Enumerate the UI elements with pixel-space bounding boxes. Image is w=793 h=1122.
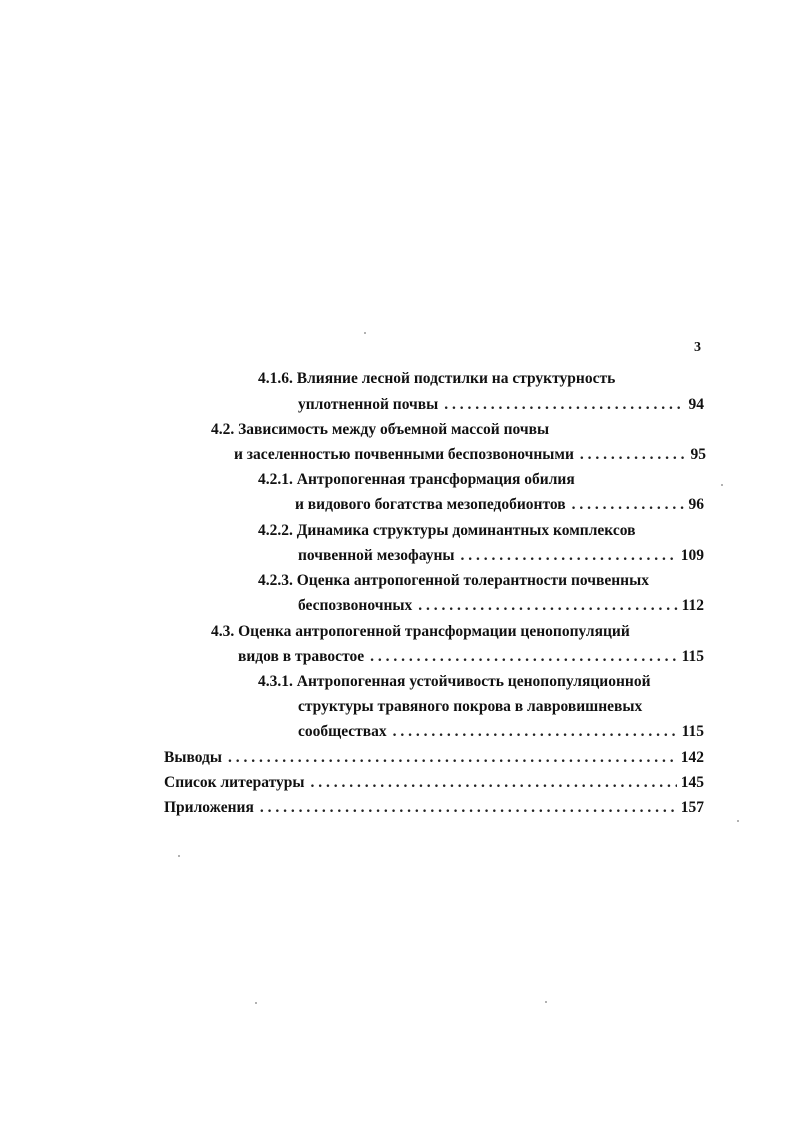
dot-leader	[393, 722, 678, 742]
scan-speck	[255, 1002, 257, 1004]
toc-entry-title: и заселенностью почвенными беспозвоночными	[234, 446, 574, 463]
dot-leader	[580, 445, 687, 465]
toc-entry-title: уплотненной почвы	[298, 396, 439, 413]
toc-entry-leader	[234, 445, 706, 465]
toc-entry-title: 4.2.3. Оценка антропогенной толерантности почвенных	[258, 572, 649, 589]
toc-entry-leader	[238, 647, 704, 667]
toc-entry-leader	[298, 395, 704, 415]
toc-entry-title: Список литературы	[164, 774, 305, 791]
scan-speck	[545, 1001, 547, 1003]
toc-entry-page: 95	[690, 446, 706, 463]
toc-entry-page: 115	[681, 648, 704, 665]
toc-entry-leader	[164, 773, 704, 793]
toc-entry-page: 109	[680, 547, 704, 564]
toc-entry-title: видов в травостое	[238, 648, 365, 665]
toc-entry-leader	[298, 546, 704, 566]
toc-entry-leader	[298, 596, 704, 616]
toc-entry-title: сообществах	[298, 723, 387, 740]
toc-entry-title: структуры травяного покрова в лавровишневых	[298, 698, 643, 715]
dot-leader	[310, 773, 676, 793]
toc-entry-leader	[295, 495, 704, 515]
toc-entry-title: 4.3.1. Антропогенная устойчивость ценопопуляционной	[258, 673, 651, 690]
toc-entry-page: 145	[680, 774, 704, 791]
toc-entry-title: 4.2.2. Динамика структуры доминантных комплексов	[258, 522, 636, 539]
dot-leader	[260, 798, 677, 818]
toc-entry-leader	[164, 798, 704, 818]
toc-entry-title: 4.2. Зависимость между объемной массой почвы	[211, 421, 550, 438]
page-number: 3	[694, 340, 701, 355]
scan-speck	[721, 484, 723, 486]
toc-entry-page: 112	[681, 597, 704, 614]
scan-speck	[178, 855, 180, 857]
scan-speck	[737, 820, 739, 822]
dot-leader	[460, 546, 676, 566]
toc-entry-page: 115	[681, 723, 704, 740]
toc-entry-title: 4.3. Оценка антропогенной трансформации ценопопуляций	[211, 623, 630, 640]
toc-entry-title: Приложения	[164, 799, 254, 816]
toc-entry-title: и видового богатства мезопедобионтов	[295, 496, 566, 513]
toc-entry-title: почвенной мезофауны	[298, 547, 455, 564]
toc-entry-title: беспозвоночных	[298, 597, 413, 614]
toc-entry-leader	[164, 748, 704, 768]
toc-entry-leader	[298, 722, 704, 742]
dot-leader	[228, 748, 677, 768]
toc-entry-title: 4.2.1. Антропогенная трансформация обилия	[258, 471, 575, 488]
toc-entry-title: 4.1.6. Влияние лесной подстилки на структурность	[258, 370, 616, 387]
dot-leader	[418, 596, 677, 616]
toc-entry-title: Выводы	[164, 749, 222, 766]
toc-entry-page: 157	[680, 799, 704, 816]
dot-leader	[444, 395, 684, 415]
dot-leader	[370, 647, 677, 667]
dot-leader	[572, 495, 685, 515]
toc-entry-page: 142	[680, 749, 704, 766]
toc-entry-page: 96	[688, 496, 704, 513]
scan-speck	[364, 332, 366, 334]
toc-entry-page: 94	[688, 396, 704, 413]
